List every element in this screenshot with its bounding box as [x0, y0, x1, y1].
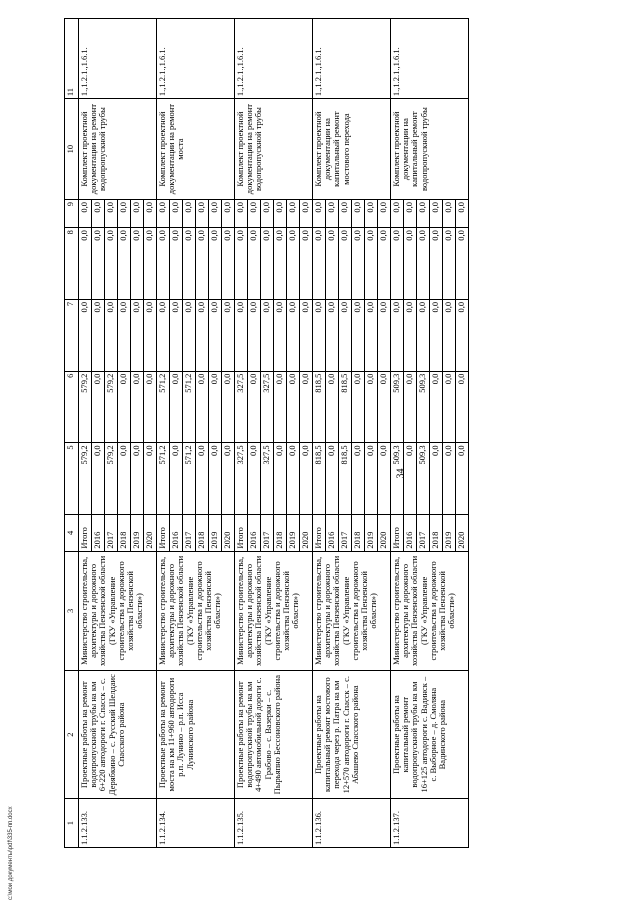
value-cell: 579,2	[105, 371, 118, 443]
value-cell: 0,0	[170, 200, 183, 228]
value-cell: 0,0	[92, 443, 105, 515]
value-cell: 0,0	[209, 299, 222, 371]
value-cell: 327,5	[235, 371, 248, 443]
value-cell: 0,0	[339, 228, 352, 300]
value-cell: 0,0	[365, 371, 378, 443]
value-cell: 0,0	[118, 371, 131, 443]
year-cell: 2020	[222, 515, 235, 551]
table-row	[235, 19, 248, 848]
value-cell: 0,0	[118, 443, 131, 515]
value-cell: 0,0	[261, 200, 274, 228]
year-cell: 2019	[287, 515, 300, 551]
value-cell: 0,0	[287, 200, 300, 228]
value-cell: 0,0	[443, 371, 456, 443]
value-cell: 0,0	[352, 200, 365, 228]
year-cell: 2019	[209, 515, 222, 551]
value-cell: 327,5	[261, 443, 274, 515]
value-cell: 0,0	[222, 371, 235, 443]
value-cell: 0,0	[118, 299, 131, 371]
value-cell: 0,0	[157, 228, 170, 300]
value-cell: 0,0	[391, 299, 404, 371]
rotated-table-container	[64, 18, 588, 848]
value-cell: 0,0	[443, 228, 456, 300]
value-cell: 0,0	[300, 299, 313, 371]
value-cell: 0,0	[92, 299, 105, 371]
value-cell: 0,0	[352, 371, 365, 443]
value-cell: 0,0	[430, 371, 443, 443]
value-cell: 0,0	[300, 371, 313, 443]
year-cell: 2018	[352, 515, 365, 551]
year-cell: Итого	[313, 515, 326, 551]
value-cell: 0,0	[196, 443, 209, 515]
value-cell: 0,0	[391, 200, 404, 228]
value-cell: 0,0	[287, 371, 300, 443]
page-number: 34	[395, 468, 407, 479]
col-header-9: 9	[65, 200, 79, 228]
row-id: 1.1.2.135.	[235, 799, 313, 848]
year-cell: 2016	[170, 515, 183, 551]
value-cell: 0,0	[417, 200, 430, 228]
work-description: Проектные работы на ремонт водопропускной трубы на км 4+490 автомобильной дороги с. Грабово – с. Вазерки – с. Пырьяпно Бессоновского района	[235, 671, 313, 799]
value-cell: 0,0	[170, 443, 183, 515]
col-header-7: 7	[65, 299, 79, 371]
value-cell: 0,0	[79, 200, 92, 228]
value-cell: 0,0	[313, 200, 326, 228]
value-cell: 0,0	[222, 443, 235, 515]
value-cell: 0,0	[287, 443, 300, 515]
value-cell: 0,0	[456, 299, 469, 371]
value-cell: 0,0	[404, 200, 417, 228]
year-cell: 2016	[92, 515, 105, 551]
value-cell: 0,0	[222, 299, 235, 371]
value-cell: 0,0	[235, 200, 248, 228]
value-cell: 818,5	[339, 371, 352, 443]
value-cell: 0,0	[157, 200, 170, 228]
year-cell: Итого	[79, 515, 92, 551]
value-cell: 0,0	[443, 200, 456, 228]
year-cell: 2017	[105, 515, 118, 551]
value-cell: 0,0	[131, 228, 144, 300]
value-cell: 0,0	[287, 299, 300, 371]
year-cell: Итого	[391, 515, 404, 551]
value-cell: 509,3	[391, 443, 404, 515]
year-cell: 2018	[430, 515, 443, 551]
value-cell: 0,0	[183, 299, 196, 371]
expected-result: Комплект проектной документации на капитальный ремонт мостового перехода	[313, 99, 391, 200]
expected-result: Комплект проектной документации на ремонт моста	[157, 99, 235, 200]
col-header-8: 8	[65, 228, 79, 300]
value-cell: 0,0	[248, 299, 261, 371]
value-cell: 0,0	[261, 299, 274, 371]
year-cell: 2020	[456, 515, 469, 551]
value-cell: 0,0	[378, 443, 391, 515]
value-cell: 509,3	[417, 443, 430, 515]
value-cell: 0,0	[248, 443, 261, 515]
value-cell: 0,0	[222, 228, 235, 300]
row-id: 1.1.2.137.	[391, 799, 469, 848]
value-cell: 0,0	[118, 200, 131, 228]
indicator-ref: 1.,1.2.1.,1.6.1.	[313, 19, 391, 99]
value-cell: 0,0	[144, 443, 157, 515]
year-cell: Итого	[235, 515, 248, 551]
value-cell: 0,0	[378, 299, 391, 371]
value-cell: 0,0	[443, 299, 456, 371]
value-cell: 0,0	[404, 228, 417, 300]
year-cell: 2020	[144, 515, 157, 551]
indicator-ref: 1.,1.2.1.,1.6.1.	[79, 19, 157, 99]
expected-result: Комплект проектной документации на капитальный ремонт водопропускной трубы	[391, 99, 469, 200]
value-cell: 0,0	[131, 371, 144, 443]
executor: Министерство строительства, архитектуры и дорожного хозяйства Пензенской области (ГКУ «Управление строительства и дорожного хозяйства Пензенской области»)	[157, 551, 235, 671]
value-cell: 0,0	[157, 299, 170, 371]
value-cell: 509,3	[391, 371, 404, 443]
value-cell: 0,0	[456, 443, 469, 515]
value-cell: 0,0	[404, 443, 417, 515]
value-cell: 0,0	[274, 371, 287, 443]
value-cell: 0,0	[326, 299, 339, 371]
indicator-ref: 1.,1.2.1.,1.6.1.	[391, 19, 469, 99]
year-cell: 2017	[261, 515, 274, 551]
table-row	[157, 19, 170, 848]
row-id: 1.1.2.136.	[313, 799, 391, 848]
value-cell: 0,0	[378, 200, 391, 228]
value-cell: 0,0	[404, 371, 417, 443]
value-cell: 571,2	[183, 443, 196, 515]
value-cell: 0,0	[248, 200, 261, 228]
value-cell: 0,0	[339, 299, 352, 371]
value-cell: 0,0	[118, 228, 131, 300]
work-description: Проектные работы на капитальный ремонт мостового перехода через р. Патра на км 12+570 автодороги г. Спасск – с. Абашево Спасского района	[313, 671, 391, 799]
value-cell: 0,0	[131, 443, 144, 515]
value-cell: 579,2	[105, 443, 118, 515]
value-cell: 0,0	[404, 299, 417, 371]
value-cell: 0,0	[235, 299, 248, 371]
value-cell: 0,0	[196, 228, 209, 300]
value-cell: 0,0	[261, 228, 274, 300]
value-cell: 0,0	[391, 228, 404, 300]
value-cell: 0,0	[131, 200, 144, 228]
value-cell: 0,0	[456, 371, 469, 443]
value-cell: 0,0	[105, 228, 118, 300]
value-cell: 0,0	[274, 200, 287, 228]
value-cell: 0,0	[300, 443, 313, 515]
value-cell: 0,0	[274, 299, 287, 371]
table-body	[79, 19, 469, 848]
value-cell: 0,0	[183, 200, 196, 228]
value-cell: 0,0	[326, 443, 339, 515]
executor: Министерство строительства, архитектуры и дорожного хозяйства Пензенской области (ГКУ «Управление строительства и дорожного хозяйства Пензенской области»)	[79, 551, 157, 671]
col-header-2: 2	[65, 671, 79, 799]
value-cell: 0,0	[79, 228, 92, 300]
value-cell: 0,0	[430, 299, 443, 371]
col-header-5: 5	[65, 443, 79, 515]
value-cell: 0,0	[430, 443, 443, 515]
value-cell: 0,0	[183, 228, 196, 300]
value-cell: 0,0	[105, 200, 118, 228]
value-cell: 0,0	[209, 443, 222, 515]
value-cell: 0,0	[365, 228, 378, 300]
year-cell: 2016	[248, 515, 261, 551]
program-table	[64, 18, 469, 848]
value-cell: 327,5	[261, 371, 274, 443]
file-path-footer: c:\мои документы\pdf\335-пп.docx	[8, 806, 14, 900]
row-id: 1.1.2.134.	[157, 799, 235, 848]
value-cell: 0,0	[365, 200, 378, 228]
expected-result: Комплект проектной документации на ремонт водопропускной трубы	[79, 99, 157, 200]
value-cell: 0,0	[313, 299, 326, 371]
value-cell: 0,0	[92, 228, 105, 300]
value-cell: 0,0	[209, 228, 222, 300]
indicator-ref: 1.,1.2.1.,1.6.1.	[235, 19, 313, 99]
table-row	[391, 19, 404, 848]
value-cell: 0,0	[443, 443, 456, 515]
work-description: Проектные работы на ремонт моста на км 11+960 автодороги р.п. Лунино – р.п. Исса Лунинского района	[157, 671, 235, 799]
year-cell: 2019	[443, 515, 456, 551]
table-row	[79, 19, 92, 848]
value-cell: 0,0	[456, 228, 469, 300]
value-cell: 571,2	[183, 371, 196, 443]
value-cell: 0,0	[365, 299, 378, 371]
row-id: 1.1.2.133.	[79, 799, 157, 848]
value-cell: 0,0	[378, 371, 391, 443]
value-cell: 0,0	[196, 371, 209, 443]
value-cell: 0,0	[144, 299, 157, 371]
value-cell: 0,0	[365, 443, 378, 515]
year-cell: Итого	[157, 515, 170, 551]
value-cell: 0,0	[92, 371, 105, 443]
value-cell: 0,0	[456, 200, 469, 228]
col-header-3: 3	[65, 551, 79, 671]
value-cell: 0,0	[326, 200, 339, 228]
value-cell: 0,0	[144, 200, 157, 228]
indicator-ref: 1.,1.2.1.,1.6.1.	[157, 19, 235, 99]
year-cell: 2017	[417, 515, 430, 551]
value-cell: 509,3	[417, 371, 430, 443]
value-cell: 0,0	[196, 200, 209, 228]
col-header-11: 11	[65, 19, 79, 99]
value-cell: 0,0	[287, 228, 300, 300]
col-header-6: 6	[65, 371, 79, 443]
value-cell: 0,0	[92, 200, 105, 228]
value-cell: 0,0	[417, 228, 430, 300]
value-cell: 0,0	[79, 299, 92, 371]
value-cell: 0,0	[131, 299, 144, 371]
value-cell: 0,0	[313, 228, 326, 300]
value-cell: 0,0	[378, 228, 391, 300]
value-cell: 0,0	[222, 200, 235, 228]
value-cell: 327,5	[235, 443, 248, 515]
value-cell: 0,0	[248, 371, 261, 443]
value-cell: 579,2	[79, 371, 92, 443]
year-cell: 2016	[326, 515, 339, 551]
value-cell: 0,0	[274, 443, 287, 515]
value-cell: 0,0	[196, 299, 209, 371]
value-cell: 818,5	[313, 443, 326, 515]
value-cell: 0,0	[326, 371, 339, 443]
year-cell: 2018	[118, 515, 131, 551]
value-cell: 0,0	[170, 371, 183, 443]
value-cell: 0,0	[209, 200, 222, 228]
value-cell: 0,0	[235, 228, 248, 300]
year-cell: 2017	[339, 515, 352, 551]
year-cell: 2018	[196, 515, 209, 551]
year-cell: 2019	[365, 515, 378, 551]
value-cell: 0,0	[417, 299, 430, 371]
table-row	[313, 19, 326, 848]
value-cell: 0,0	[300, 200, 313, 228]
value-cell: 0,0	[430, 200, 443, 228]
executor: Министерство строительства, архитектуры и дорожного хозяйства Пензенской области (ГКУ «Управление строительства и дорожного хозяйства Пензенской области»)	[391, 551, 469, 671]
year-cell: 2016	[404, 515, 417, 551]
value-cell: 0,0	[105, 299, 118, 371]
value-cell: 0,0	[352, 228, 365, 300]
executor: Министерство строительства, архитектуры и дорожного хозяйства Пензенской области (ГКУ «Управление строительства и дорожного хозяйства Пензенской области»)	[235, 551, 313, 671]
value-cell: 0,0	[352, 299, 365, 371]
value-cell: 818,5	[313, 371, 326, 443]
value-cell: 0,0	[430, 228, 443, 300]
column-number-row	[65, 19, 79, 848]
col-header-10: 10	[65, 99, 79, 200]
value-cell: 0,0	[274, 228, 287, 300]
executor: Министерство строительства, архитектуры и дорожного хозяйства Пензенской области (ГКУ «Управление строительства и дорожного хозяйства Пензенской области»)	[313, 551, 391, 671]
year-cell: 2017	[183, 515, 196, 551]
value-cell: 579,2	[79, 443, 92, 515]
value-cell: 571,2	[157, 443, 170, 515]
value-cell: 0,0	[248, 228, 261, 300]
value-cell: 0,0	[300, 228, 313, 300]
work-description: Проектные работы на капитальный ремонт водопропускной трубы на км 16+125 автодороги с. Вадинск – с. Выборное – д. Смоляна Вадинского района	[391, 671, 469, 799]
year-cell: 2019	[131, 515, 144, 551]
value-cell: 0,0	[170, 228, 183, 300]
col-header-4: 4	[65, 515, 79, 551]
value-cell: 0,0	[144, 371, 157, 443]
value-cell: 0,0	[352, 443, 365, 515]
year-cell: 2020	[300, 515, 313, 551]
work-description: Проектные работы на ремонт водопропускной трубы на км 6+220 автодороги г. Спасск – с. Дерябкино – с. Русский Шелдаис Спасского района	[79, 671, 157, 799]
value-cell: 0,0	[339, 200, 352, 228]
value-cell: 0,0	[209, 371, 222, 443]
expected-result: Комплект проектной документации на ремонт водопропускной трубы	[235, 99, 313, 200]
value-cell: 0,0	[144, 228, 157, 300]
value-cell: 571,2	[157, 371, 170, 443]
year-cell: 2020	[378, 515, 391, 551]
year-cell: 2018	[274, 515, 287, 551]
col-header-1: 1	[65, 799, 79, 848]
value-cell: 818,5	[339, 443, 352, 515]
value-cell: 0,0	[326, 228, 339, 300]
value-cell: 0,0	[170, 299, 183, 371]
